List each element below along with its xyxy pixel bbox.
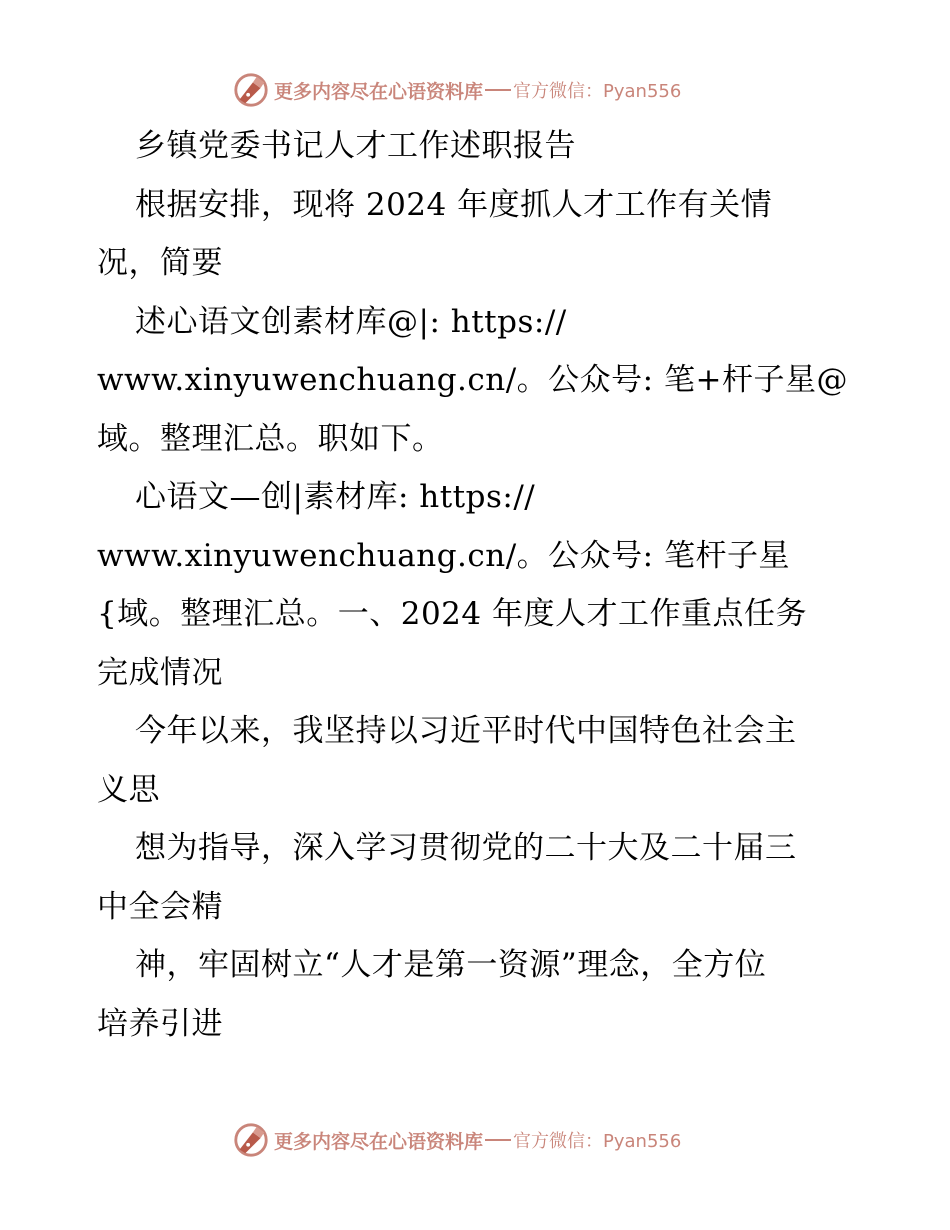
- banner-dash: [485, 1139, 511, 1141]
- footer-watermark-banner: [232, 1120, 681, 1160]
- header-watermark-banner: [232, 70, 681, 110]
- banner-sub-text: 官方微信：Pyan556: [513, 81, 682, 102]
- pen-nib-logo-icon: [232, 1121, 270, 1159]
- document-line: 培养引进: [97, 1005, 223, 1042]
- document-line: 况，简要: [97, 245, 223, 281]
- document-line: 述心语文创素材库@|: https://: [135, 303, 567, 340]
- banner-dash: [485, 89, 511, 91]
- document-line: 根据安排，现将 2024 年度抓人才工作有关情: [135, 186, 773, 223]
- document-line: 乡镇党委书记人才工作述职报告: [135, 128, 576, 164]
- document-line: 中全会精: [97, 888, 223, 925]
- document-line: 义思: [97, 771, 160, 808]
- document-body: [97, 117, 857, 1053]
- pen-nib-logo-icon: [232, 71, 270, 109]
- document-line: www.xinyuwenchuang.cn/。公众号: 笔+杆子星@: [97, 362, 848, 398]
- banner-sub-text: 官方微信：Pyan556: [513, 1131, 682, 1152]
- document-line: 域。整理汇总。职如下。: [97, 420, 444, 457]
- document-line: 想为指导，深入学习贯彻党的二十大及二十届三: [135, 830, 797, 866]
- banner-main-text: 更多内容尽在心语资料库: [274, 1130, 484, 1153]
- document-line: 今年以来，我坚持以习近平时代中国特色社会主: [135, 713, 797, 749]
- document-line: {域。整理汇总。一、2024 年度人才工作重点任务: [97, 596, 807, 632]
- document-line: 完成情况: [97, 654, 223, 691]
- banner-main-text: 更多内容尽在心语资料库: [274, 80, 484, 103]
- document-line: 心语文—创|素材库: https://: [135, 479, 536, 515]
- document-line: 神，牢固树立“人才是第一资源”理念，全方位: [135, 947, 767, 983]
- document-line: www.xinyuwenchuang.cn/。公众号: 笔杆子星: [97, 537, 790, 574]
